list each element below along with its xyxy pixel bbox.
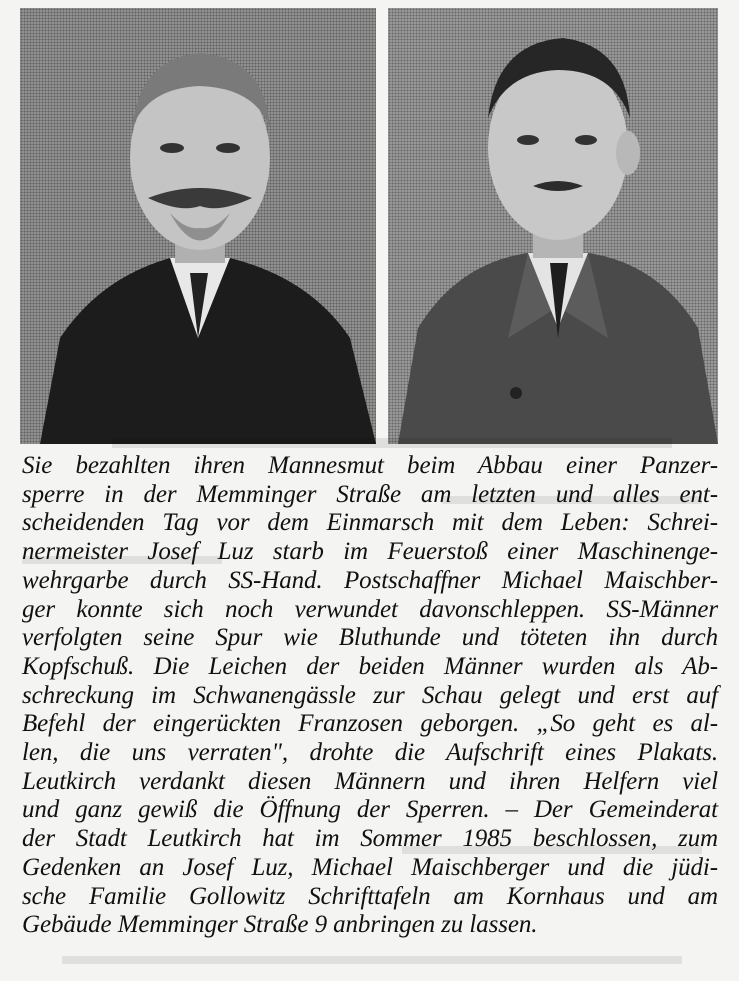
caption-line: wehrgarbe durch SS-Hand. Postschaffner Michael Maischber-: [22, 566, 718, 594]
caption-line: Befehl der eingerückten Franzosen geborgen. „So geht es al-: [22, 710, 718, 738]
caption-text: [22, 452, 718, 940]
caption-line: sche Familie Gollowitz Schrifttafeln am Kornhaus und am: [22, 882, 718, 910]
caption-line: len, die uns verraten", drohte die Aufschrift eines Plakats.: [22, 739, 718, 767]
caption-line: Gebäude Memminger Straße 9 anbringen zu lassen.: [22, 911, 538, 939]
portrait-right-figure: [388, 8, 718, 444]
caption-line: nermeister Josef Luz starb im Feuerstoß einer Maschinenge-: [22, 538, 718, 566]
caption-line: sperre in der Memminger Straße am letzten und alles ent-: [22, 480, 718, 508]
caption-line: Kopfschuß. Die Leichen der beiden Männer wurden als Ab-: [22, 652, 718, 680]
caption-line: schreckung im Schwanengässle zur Schau gelegt und erst auf: [22, 681, 718, 709]
portrait-photo-left: [20, 8, 376, 444]
caption-line: der Stadt Leutkirch hat im Sommer 1985 beschlossen, zum: [22, 825, 718, 853]
caption-line: verfolgten seine Spur wie Bluthunde und töteten ihn durch: [22, 624, 718, 652]
caption-line: Leutkirch verdankt diesen Männern und ihren Helfern viel: [22, 767, 718, 795]
caption-line: ger konnte sich noch verwundet davonschleppen. SS-Männer: [22, 595, 718, 623]
caption-line: und ganz gewiß die Öffnung der Sperren. – Der Gemeinderat: [22, 796, 718, 824]
portrait-photo-right: [388, 8, 718, 444]
caption-line: Gedenken an Josef Luz, Michael Maischberger und die jüdi-: [22, 853, 718, 881]
caption-line: Sie bezahlten ihren Mannesmut beim Abbau einer Panzer-: [22, 452, 718, 479]
portrait-left-figure: [20, 8, 376, 444]
caption-line: scheidenden Tag vor dem Einmarsch mit dem Leben: Schrei-: [22, 509, 718, 537]
